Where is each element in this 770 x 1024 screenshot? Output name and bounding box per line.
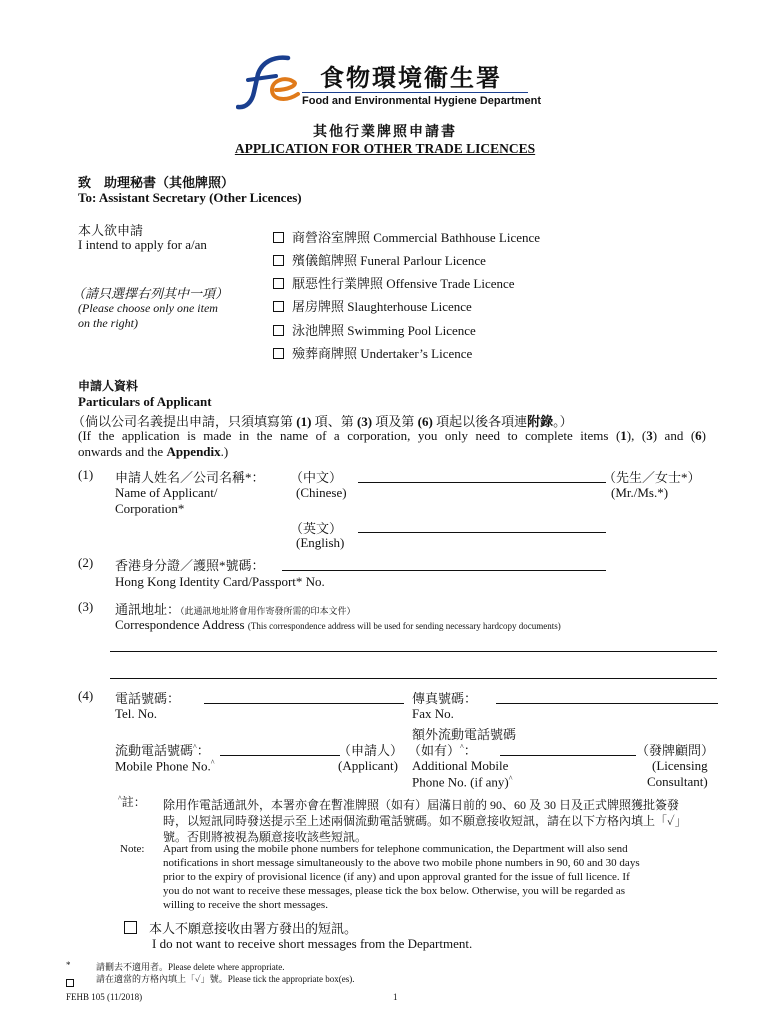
licence-label-en: Slaughterhouse Licence [347, 299, 472, 314]
fax-field[interactable] [496, 703, 718, 704]
item1-number: (1) [78, 467, 94, 482]
tel-label-en: Tel. No. [115, 706, 158, 721]
footnote-star-mark: * [66, 960, 71, 970]
logo-underline [302, 92, 528, 93]
item3-label-zh: 通訊地址：（此通訊地址將會用作寄發所需的印本文件） [115, 602, 356, 617]
licence-option-slaughterhouse[interactable] [273, 296, 472, 315]
licence-label-zh: 商營浴室牌照 [292, 230, 371, 245]
licence-label-zh: 殮葬商牌照 [292, 346, 358, 361]
name-english-field[interactable] [358, 532, 606, 533]
footnote-star-text: 請刪去不適用者。Please delete where appropriate. [96, 962, 285, 972]
applicant-label-zh: （申請人） [338, 743, 404, 758]
optout-label-zh: 本人不願意接收由署方發出的短訊。 [149, 921, 358, 936]
particulars-heading-zh: 申請人資料 [78, 379, 139, 393]
note-zh-1: 除用作電話通訊外，本署亦會在暫准牌照（如有）屆滿日前的 90、60 及 30 日及正式牌照獲批簽發 [163, 798, 680, 812]
title-label-zh: （先生／女士*） [603, 470, 701, 485]
form-code: FEHB 105 (11/2018) [66, 992, 143, 1002]
licence-label-en: Undertaker’s Licence [360, 346, 473, 361]
addl-mobile-label-en-2: Phone No. (if any)^ [412, 774, 513, 790]
chinese-label-en: (Chinese) [296, 485, 347, 500]
name-chinese-field[interactable] [358, 482, 606, 483]
item2-number: (2) [78, 555, 94, 570]
fax-label-en: Fax No. [412, 706, 454, 721]
choose-en-2: on the right) [78, 316, 138, 330]
choose-en-1: (Please choose only one item [78, 301, 218, 315]
note-en-2: notifications in short message simultaneously to the above two mobile phone numbers in 90, 60 and 30 days [163, 857, 640, 869]
licence-label-en: Swimming Pool Licence [347, 323, 476, 338]
choose-zh: （請只選擇右列其中一項） [72, 286, 229, 301]
item1-label-zh: 申請人姓名／公司名稱*： [115, 470, 265, 485]
particulars-note-en: (If the application is made in the name of a corporation, you only need to complete items (1), (3) and (6) [78, 428, 706, 443]
item3-label-en: Correspondence Address (This correspondence address will be used for sending necessary hardcopy documents) [115, 617, 561, 632]
note-label-en: Note: [120, 843, 145, 855]
addl-mobile-label-zh-1: 額外流動電話號碼 [412, 727, 517, 742]
note-en-1: Apart from using the mobile phone numbers for telephone communication, the Department will also send [163, 843, 628, 855]
licence-option-undertaker[interactable] [273, 343, 472, 362]
item1-label-en-2: Corporation* [115, 501, 185, 516]
tel-label-zh: 電話號碼： [115, 691, 181, 706]
intend-zh: 本人欲申請 [78, 223, 144, 238]
to-zh: 致 助理秘書（其他牌照） [78, 175, 235, 190]
to-en: To: Assistant Secretary (Other Licences) [78, 190, 302, 205]
form-title-zh: 其他行業牌照申請書 [313, 125, 457, 140]
dept-name-en: Food and Environmental Hygiene Department [302, 95, 541, 107]
fax-label-zh: 傳真號碼： [412, 691, 478, 706]
english-label-zh: （英文） [290, 521, 343, 536]
note-zh-3: 號。否則將被視為願意接收該些短訊。 [163, 830, 368, 844]
address-line-1[interactable] [110, 651, 717, 652]
optout-option[interactable] [124, 918, 357, 937]
checkbox[interactable] [273, 232, 284, 243]
licence-label-zh: 屠房牌照 [292, 299, 345, 314]
item2-label-en: Hong Kong Identity Card/Passport* No. [115, 574, 325, 589]
consultant-label-zh: （發牌顧問） [636, 743, 715, 758]
footnote-box-text: 請在適當的方格內填上「✓」號。Please tick the appropriate box(es). [96, 974, 355, 984]
page-number: 1 [393, 992, 398, 1002]
particulars-note-en-2: onwards and the Appendix.) [78, 444, 229, 459]
particulars-note-zh: （倘以公司名義提出申請，只須填寫第 (1) 項、第 (3) 項及第 (6) 項起以後各項連附錄。） [72, 414, 573, 429]
item1-label-en-1: Name of Applicant/ [115, 485, 218, 500]
note-en-5: willing to receive the short messages. [163, 899, 328, 911]
mobile-label-zh: 流動電話號碼^： [115, 742, 210, 758]
checkbox[interactable] [273, 301, 284, 312]
checkbox[interactable] [273, 325, 284, 336]
licence-label-zh: 泳池牌照 [292, 323, 345, 338]
checkbox[interactable] [273, 348, 284, 359]
addl-mobile-label-zh-2: （如有）^： [408, 742, 477, 758]
address-line-2[interactable] [110, 678, 717, 679]
consultant-label-en-2: Consultant) [647, 774, 708, 789]
licence-label-en: Commercial Bathhouse Licence [373, 230, 541, 245]
id-number-field[interactable] [282, 570, 606, 571]
item3-number: (3) [78, 599, 94, 614]
dept-name-zh: 食物環境衞生署 [320, 63, 502, 92]
tel-field[interactable] [204, 703, 404, 704]
note-en-3: prior to the expiry of provisional licence (if any) and upon approval granted for the issue of full licence. If [163, 871, 630, 883]
title-label-en: (Mr./Ms.*) [611, 485, 669, 500]
item2-label-zh: 香港身分證／護照*號碼： [115, 558, 265, 573]
mobile-label-en: Mobile Phone No.^ [115, 758, 215, 774]
intend-en: I intend to apply for a/an [78, 237, 207, 252]
chinese-label-zh: （中文） [290, 470, 343, 485]
mobile-field[interactable] [220, 755, 340, 756]
english-label-en: (English) [296, 535, 345, 550]
licence-option-swimming[interactable] [273, 320, 476, 339]
footnote-box-mark [66, 974, 74, 992]
note-zh-2: 時，以短訊同時發送提示至上述兩個流動電話號碼。如不願意接收短訊，請在以下方格內填上「✓」 [163, 814, 687, 828]
form-title-en: APPLICATION FOR OTHER TRADE LICENCES [234, 141, 536, 156]
licence-label-en: Offensive Trade Licence [386, 276, 515, 291]
checkbox[interactable] [273, 255, 284, 266]
applicant-label-en: (Applicant) [338, 758, 398, 773]
addl-mobile-label-en-1: Additional Mobile [412, 758, 509, 773]
item4-number: (4) [78, 688, 94, 703]
licence-option-offensive[interactable] [273, 273, 515, 292]
licence-label-zh: 厭惡性行業牌照 [292, 276, 384, 291]
note-en-4: you do not want to receive these messages, please tick the box below. Otherwise, you will be regarded as [163, 885, 626, 897]
licence-option-funeral[interactable] [273, 250, 486, 269]
addl-mobile-field[interactable] [500, 755, 636, 756]
fehd-logo [236, 52, 541, 114]
licence-label-zh: 殯儀館牌照 [292, 253, 358, 268]
optout-label-en: I do not want to receive short messages from the Department. [152, 936, 473, 951]
licence-option-bathhouse[interactable] [273, 227, 540, 246]
consultant-label-en-1: (Licensing [652, 758, 708, 773]
licence-label-en: Funeral Parlour Licence [360, 253, 486, 268]
checkbox[interactable] [273, 278, 284, 289]
note-mark-zh: ^註： [118, 794, 146, 809]
particulars-heading-en: Particulars of Applicant [78, 394, 212, 409]
optout-checkbox[interactable] [124, 921, 137, 934]
